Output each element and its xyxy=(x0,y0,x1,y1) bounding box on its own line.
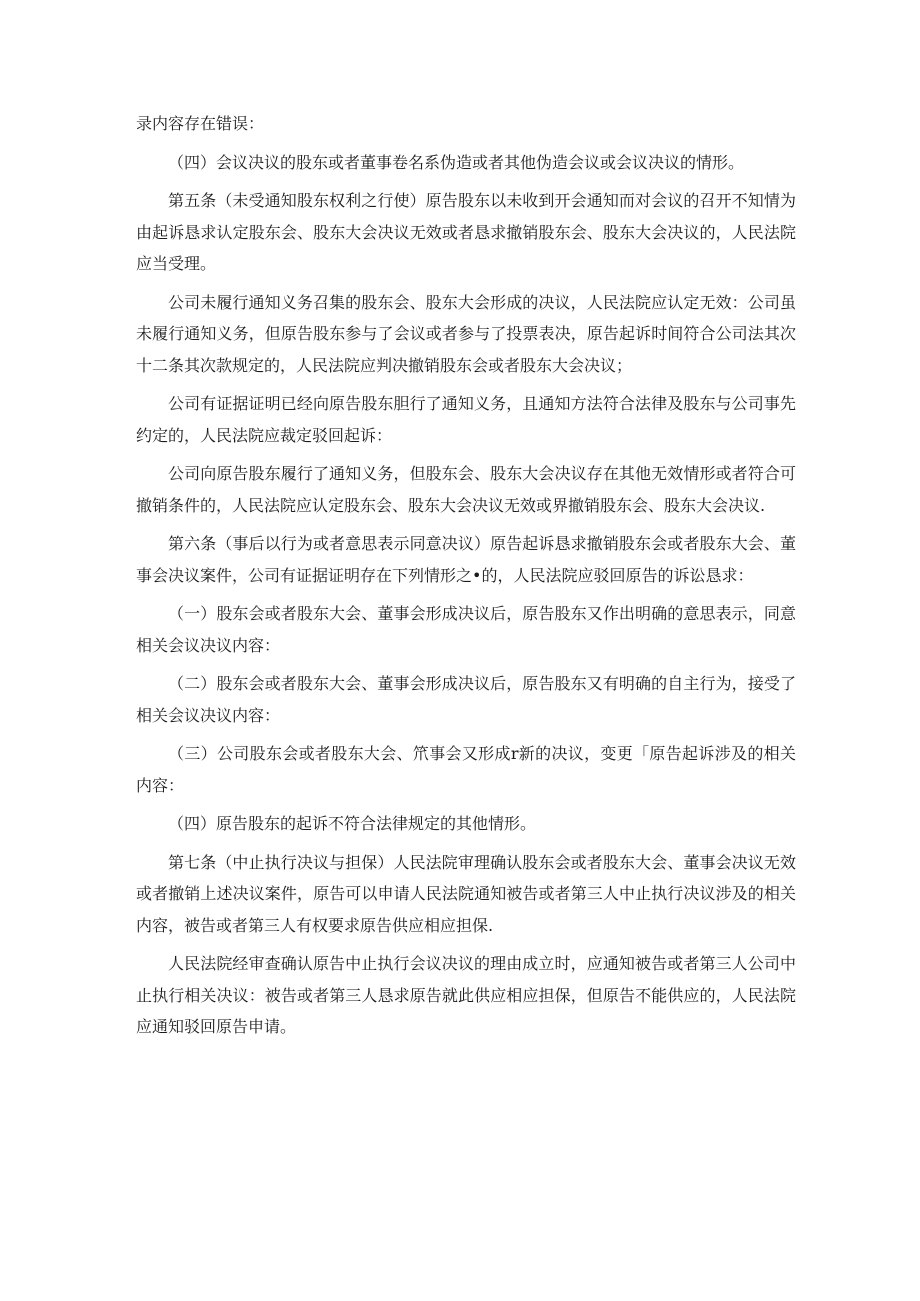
paragraph-article-6-item-4: （四）原告股东的起诉不符合法律规定的其他情形。 xyxy=(168,814,537,833)
paragraph-article-7-clause-2: 人民法院经审查确认原告中止执行会议决议的理由成立时，应通知被告或者第三人公司中止执行相关决议：被告或者第三人恳求原告就此供应相应担保，但原告不能供应的，人民法院应通知驳回原告申请。 xyxy=(136,954,796,1036)
paragraph-article-5-clause-1: 公司未履行通知义务召集的股东会、股东大会形成的决议，人民法院应认定无效：公司虽未履行通知义务，但原告股东参与了会议或者参与了投票表决，原告起诉时间符合公司法其次十二条其次款规定的，人民法院应判决撤销股东会或者股东大会决议； xyxy=(136,292,796,375)
paragraph-article-6-item-3: （三）公司股东会或者股东大会、笊事会又形成r新的决议，变更「原告起诉涉及的相关内容： xyxy=(136,744,796,795)
paragraph-article-6: 第六条（事后以行为或者意思表示同意决议）原告起诉恳求撤销股东会或者股东大会、董事会决议案件，公司有证据证明存在下列情形之•的，人民法院应驳回原告的诉讼恳求： xyxy=(136,534,796,585)
paragraph-item-4: （四）会议决议的股东或者董事卷名系伪造或者其他伪造会议或会议决议的情形。 xyxy=(168,152,745,172)
document-body xyxy=(136,108,796,1050)
paragraph-article-7: 第七条（中止执行决议与担保）人民法院审理确认股东会或者股东大会、董事会决议无效或者撤销上述决议案件，原告可以申请人民法院通知被告或者第三人中止执行决议涉及的相关内容，被告或者第三人有权要求原告供应相应担保. xyxy=(136,852,796,935)
paragraph-article-6-item-2: （二）股东会或者股东大会、董事会形成决议后，原告股东又有明确的自主行为，接受了相关会议决议内容： xyxy=(136,674,796,725)
paragraph-article-5: 第五条（未受通知股东权利之行使）原告股东以未收到开会通知而对会议的召开不知情为由起诉恳求认定股东会、股东大会决议无效或者恳求撤销股东会、股东大会决议的，人民法院应当受理。 xyxy=(136,191,796,273)
paragraph-article-5-clause-2: 公司有证据证明已经向原告股东胆行了通知义务，且通知方法符合法律及股东与公司事先约定的，人民法院应裁定驳回起诉： xyxy=(136,394,796,445)
paragraph-article-6-item-1: （一）股东会或者股东大会、董事会形成决议后，原告股东又作出明确的意思表示，同意相关会议决议内容： xyxy=(136,604,796,655)
paragraph-continuation: 录内容存在错误： xyxy=(136,114,265,133)
paragraph-article-5-clause-3: 公司向原告股东履行了通知义务，但股东会、股东大会决议存在其他无效情形或者符合可撤销条件的，人民法院应认定股东会、股东大会决议无效或界撤销股东会、股东大会决议. xyxy=(136,464,796,515)
